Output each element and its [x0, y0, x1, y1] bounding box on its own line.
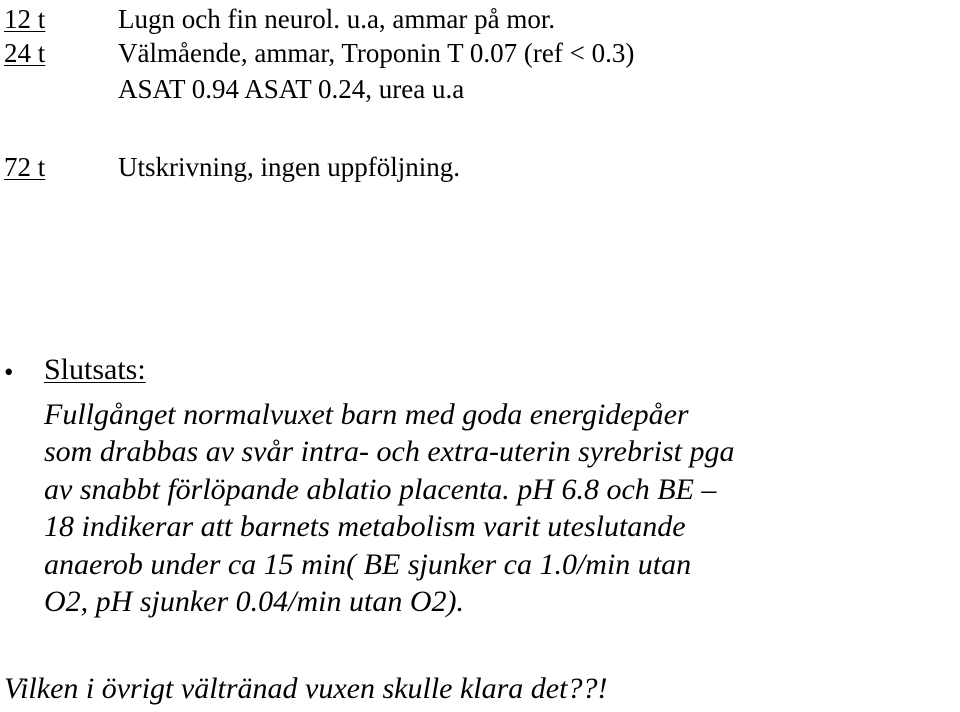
- timeline-row-24h: [4, 36, 634, 70]
- timeline-row-72h: [4, 150, 460, 184]
- timeline-time: 24 t: [4, 38, 46, 68]
- closing-question: Vilken i övrigt vältränad vuxen skulle klara det??!: [4, 672, 608, 705]
- timeline-text: Lugn och fin neurol. u.a, ammar på mor.: [118, 4, 556, 34]
- conclusion-heading: Slutsats:: [44, 353, 146, 386]
- timeline-row-24h-continuation: ASAT 0.94 ASAT 0.24, urea u.a: [118, 74, 465, 104]
- timeline-time: 72 t: [4, 152, 46, 182]
- timeline-time: 12 t: [4, 4, 46, 34]
- bullet-point: •: [4, 357, 14, 387]
- conclusion-line: som drabbas av svår intra- och extra-uterin syrebrist pga: [44, 435, 735, 469]
- timeline-row-12h: [4, 2, 555, 36]
- timeline-text: Utskrivning, ingen uppföljning.: [118, 152, 460, 182]
- timeline-text: Välmående, ammar, Troponin T 0.07 (ref < 0.3): [118, 38, 635, 68]
- conclusion-line: O2, pH sjunker 0.04/min utan O2).: [44, 585, 464, 619]
- conclusion-line: av snabbt förlöpande ablatio placenta. pH 6.8 och BE –: [44, 472, 717, 506]
- conclusion-body: [44, 396, 960, 620]
- conclusion-line: anaerob under ca 15 min( BE sjunker ca 1.0/min utan: [44, 547, 692, 581]
- conclusion-line: Fullgånget normalvuxet barn med goda energidepåer: [44, 398, 689, 431]
- conclusion-line: 18 indikerar att barnets metabolism varit uteslutande: [44, 510, 686, 544]
